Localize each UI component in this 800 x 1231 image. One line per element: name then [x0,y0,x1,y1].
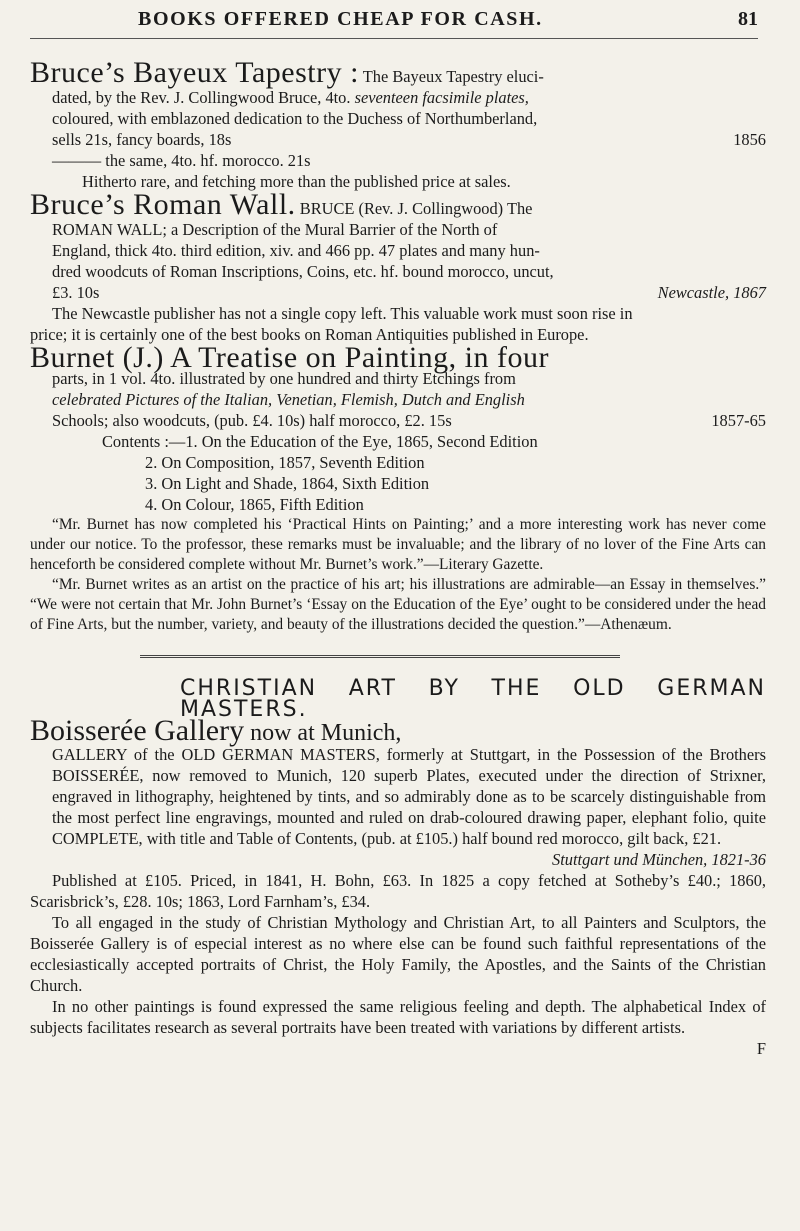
gallery-paragraph: To all engaged in the study of Christian Mythology and Christian Art, to all Painters and Sculptors, the Boisserée Gallery is of especial interest as no where else can be found such faithful representations of the ecclesiastically accepted portraits of Christ, the Holy Family, the Apostles, and the Saints of the Christian Church. [30,913,766,995]
entry-line: England, thick 4to. third edition, xiv. and 466 pp. 47 plates and many hun- [52,241,540,260]
gallery-title-rest: now at Munich, [244,720,402,746]
entry-title-rest: The Bayeux Tapestry eluci- [358,67,544,86]
entry-note: Hitherto rare, and fetching more than the published price at sales. [82,172,511,191]
section-christian-art [30,678,766,1059]
running-title: BOOKS OFFERED CHEAP FOR CASH. [138,8,543,30]
review-quote: “Mr. Burnet writes as an artist on the practice of his art; his illustrations are admirable—an Essay in themselves.” “We were not certain that Mr. John Burnet’s ‘Essay on the Education of the Eye’ ought to be considered under the head of Fine Arts, but the number, variety, and beauty of the illustrations decided the question.”—Athenæum. [30,576,766,633]
entry-burnet-treatise [30,341,766,635]
gallery-place: Stuttgart und München, 1821-36 [552,850,766,869]
header-rule [30,38,758,39]
page-number: 81 [738,8,758,30]
gallery-title: Boisserée Gallery [30,714,245,747]
entry-title: Bruce’s Bayeux Tapestry : [30,56,359,89]
entry-bayeux-tapestry [30,56,766,192]
contents-item: 2. On Composition, 1857, Seventh Edition [145,453,425,472]
entry-note: The Newcastle publisher has not a single copy left. This valuable work must soon rise in [52,304,633,323]
entry-line: Schools; also woodcuts, (pub. £4. 10s) half morocco, £2. 15s [52,411,452,430]
entry-roman-wall [30,188,766,345]
gallery-description: GALLERY of the OLD GERMAN MASTERS, formerly at Stuttgart, in the Possession of the Brothers BOISSERÉE, now removed to Munich, 120 superb Plates, executed under the direction of Strixner, engraved in lithography, heightened by tints, and so admirably done as to be scarcely distinguishable from the most perfect line engravings, mounted and ruled on drab-coloured drawing paper, elephant folio, quite COMPLETE, with title and Table of Contents, (pub. at £105.) half bound red morocco, gilt back, £21. [52,745,766,848]
entry-note: price; it is certainly one of the best books on Roman Antiquities published in Europe. [30,325,589,344]
entry-line: parts, in 1 vol. 4to. illustrated by one hundred and thirty Etchings from [52,369,516,388]
entry-line: sells 21s, fancy boards, 18s [52,130,232,149]
entry-title-rest: BRUCE (Rev. J. Collingwood) The [295,199,533,218]
entry-title: Burnet (J.) A Treatise on Painting, in four [30,341,549,374]
section-heading: CHRISTIAN ART BY THE OLD GERMAN MASTERS. [180,676,766,722]
contents-item: Contents :—1. On the Education of the Eye, 1865, Second Edition [102,432,538,451]
review-quote: “Mr. Burnet has now completed his ‘Practical Hints on Painting;’ and a more interesting work has never come under our notice. To the professor, these remarks must be invaluable; and the library of no lover of the Fine Arts can henceforth be considered complete without Mr. Burnet’s work.”—Literary Gazette. [30,516,766,573]
entry-line: dred woodcuts of Roman Inscriptions, Coins, etc. hf. bound morocco, uncut, [52,262,554,281]
section-divider [140,655,620,658]
entry-line: celebrated Pictures of the Italian, Venetian, Flemish, Dutch and English [52,390,525,409]
contents-item: 4. On Colour, 1865, Fifth Edition [145,495,364,514]
contents-item: 3. On Light and Shade, 1864, Sixth Edition [145,474,430,493]
entry-line: coloured, with emblazoned dedication to the Duchess of Northumberland, [52,109,538,128]
entry-place: Newcastle, 1867 [657,283,766,302]
entry-year: 1856 [733,130,766,149]
entry-title: Bruce’s Roman Wall. [30,188,296,221]
gallery-paragraph: In no other paintings is found expressed the same religious feeling and depth. The alphabetical Index of subjects facilitates research as several portraits have been treated with variations by different artists. [30,997,766,1037]
entry-line: ROMAN WALL; a Description of the Mural Barrier of the North of [52,220,498,239]
catalogue-content [30,56,766,1059]
page-header [0,6,800,40]
entry-year: 1857-65 [711,411,766,430]
gallery-published: Published at £105. Priced, in 1841, H. Bohn, £63. In 1825 a copy fetched at Sotheby’s £40.; 1860, Scarisbrick’s, £28. 10s; 1863, Lord Farnham’s, £34. [30,871,766,911]
entry-price: £3. 10s [52,283,100,302]
entry-line-italic: seventeen facsimile plates, [350,88,529,107]
entry-line: dated, by the Rev. J. Collingwood Bruce, 4to. [52,88,351,107]
entry-variant: ——— the same, 4to. hf. morocco. 21s [52,151,311,170]
signature-mark: F [756,1039,766,1058]
